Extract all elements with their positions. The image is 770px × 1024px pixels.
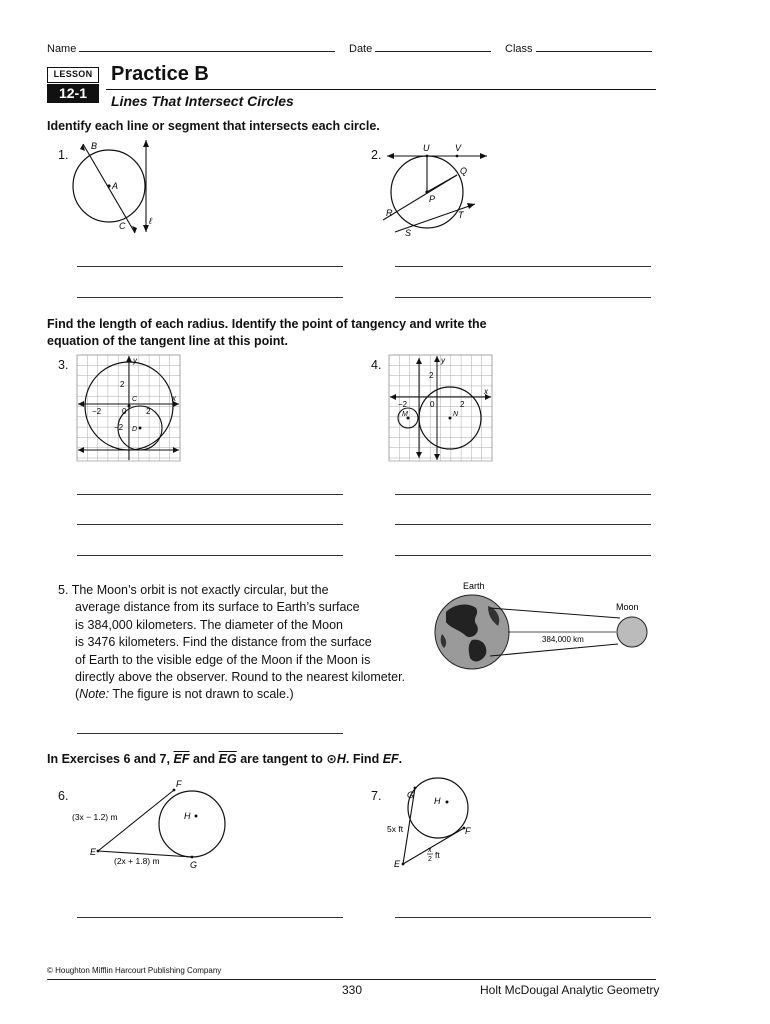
svg-text:G: G [190, 860, 198, 870]
book-title: Holt McDougal Analytic Geometry [480, 983, 660, 997]
date-field[interactable]: Date [349, 42, 491, 55]
answer-line[interactable] [77, 494, 343, 495]
problem1-figure [65, 136, 175, 236]
problem3-number: 3. [58, 358, 69, 372]
class-input-line[interactable] [536, 42, 652, 52]
svg-text:x: x [484, 387, 488, 396]
class-field[interactable]: Class [505, 42, 652, 55]
answer-line[interactable] [77, 266, 343, 267]
svg-text:384,000 km: 384,000 km [542, 635, 584, 644]
answer-line[interactable] [77, 555, 343, 556]
problem5-text: 5. The Moon’s orbit is not exactly circular, but the average distance from its surface to Earth’s surface is 384,000 kilometers. The diameter of the Moon is 3476 kilometers. Find the distance from the surface of Earth to the visible edge of the Moon if the Moon is directly above the observer. Round to the nearest kilometer. (Note: The figure is not drawn to scale.) [58, 583, 406, 702]
copyright: © Houghton Mifflin Harcourt Publishing Company [47, 966, 222, 975]
answer-line[interactable] [77, 733, 343, 734]
answer-line[interactable] [395, 297, 651, 298]
svg-text:A: A [112, 181, 119, 191]
problem7-number: 7. [371, 789, 382, 803]
svg-text:ℓ: ℓ [149, 216, 152, 226]
svg-text:2: 2 [429, 371, 434, 380]
section1-instruction: Identify each line or segment that intersects each circle. [47, 119, 380, 133]
problem4-figure [388, 354, 494, 462]
problem4-number: 4. [371, 358, 382, 372]
svg-text:B: B [91, 141, 98, 151]
svg-text:(3x − 1.2) m: (3x − 1.2) m [72, 812, 118, 822]
svg-text:F: F [176, 779, 182, 789]
answer-line[interactable] [395, 494, 651, 495]
svg-text:2: 2 [428, 856, 432, 863]
lesson-label: LESSON [47, 67, 99, 83]
svg-text:M: M [402, 411, 408, 418]
svg-text:x: x [428, 847, 432, 854]
svg-text:E: E [90, 847, 97, 857]
answer-line[interactable] [77, 524, 343, 525]
svg-text:2: 2 [146, 407, 151, 416]
svg-text:y: y [441, 356, 445, 365]
svg-text:0: 0 [430, 400, 435, 409]
svg-text:T: T [458, 210, 464, 220]
date-input-line[interactable] [375, 42, 491, 52]
svg-text:−2: −2 [398, 400, 408, 409]
earth-moon-figure [432, 578, 657, 678]
answer-line[interactable] [77, 917, 343, 918]
svg-text:Q: Q [460, 166, 468, 176]
answer-line[interactable] [77, 297, 343, 298]
problem2-number: 2. [371, 148, 382, 162]
answer-line[interactable] [395, 524, 651, 525]
svg-text:H: H [434, 796, 441, 806]
svg-text:C: C [132, 396, 138, 403]
svg-text:x: x [172, 394, 176, 403]
page-subtitle: Lines That Intersect Circles [111, 93, 294, 109]
svg-text:G: G [407, 790, 415, 800]
problem3-figure [76, 354, 182, 462]
svg-text:R: R [386, 208, 393, 218]
name-input-line[interactable] [79, 42, 335, 52]
svg-text:2: 2 [120, 380, 125, 389]
svg-text:P: P [429, 194, 436, 204]
svg-text:−2: −2 [114, 423, 124, 432]
svg-text:V: V [455, 143, 462, 153]
page-title: Practice B [111, 63, 209, 85]
svg-text:F: F [465, 826, 471, 836]
problem6-figure [70, 778, 240, 872]
svg-text:y: y [133, 356, 137, 365]
problem1-number: 1. [58, 148, 69, 162]
problem7-figure [385, 776, 495, 876]
lesson-number: 12-1 [47, 84, 99, 103]
svg-text:5x ft: 5x ft [387, 824, 404, 834]
problem2-figure [383, 140, 493, 240]
answer-line[interactable] [395, 266, 651, 267]
svg-text:U: U [423, 143, 430, 153]
svg-text:E: E [394, 859, 401, 869]
footer-rule [47, 979, 656, 980]
svg-text:Earth: Earth [463, 581, 485, 591]
svg-text:0: 0 [122, 407, 127, 416]
svg-text:D: D [132, 426, 138, 433]
name-field[interactable]: Name [47, 42, 335, 55]
svg-text:N: N [453, 411, 459, 418]
svg-text:C: C [119, 221, 126, 231]
answer-line[interactable] [395, 555, 651, 556]
svg-text:−2: −2 [92, 407, 102, 416]
page-number: 330 [342, 983, 363, 997]
svg-text:ft: ft [435, 850, 440, 860]
svg-text:S: S [405, 228, 412, 238]
svg-text:Moon: Moon [616, 602, 639, 612]
problem6-number: 6. [58, 789, 69, 803]
section2-instruction: Find the length of each radius. Identify the point of tangency and write the equation of the tangent line at this point. [47, 317, 487, 348]
answer-line[interactable] [395, 917, 651, 918]
svg-text:2: 2 [460, 400, 465, 409]
title-rule [106, 89, 656, 90]
section3-instruction: In Exercises 6 and 7, $\overline{EF}$ and $\overline{EG}$ are tangent to ⊙H. Find EF. [47, 752, 403, 766]
svg-text:H: H [184, 811, 191, 821]
svg-text:(2x + 1.8) m: (2x + 1.8) m [114, 856, 160, 866]
